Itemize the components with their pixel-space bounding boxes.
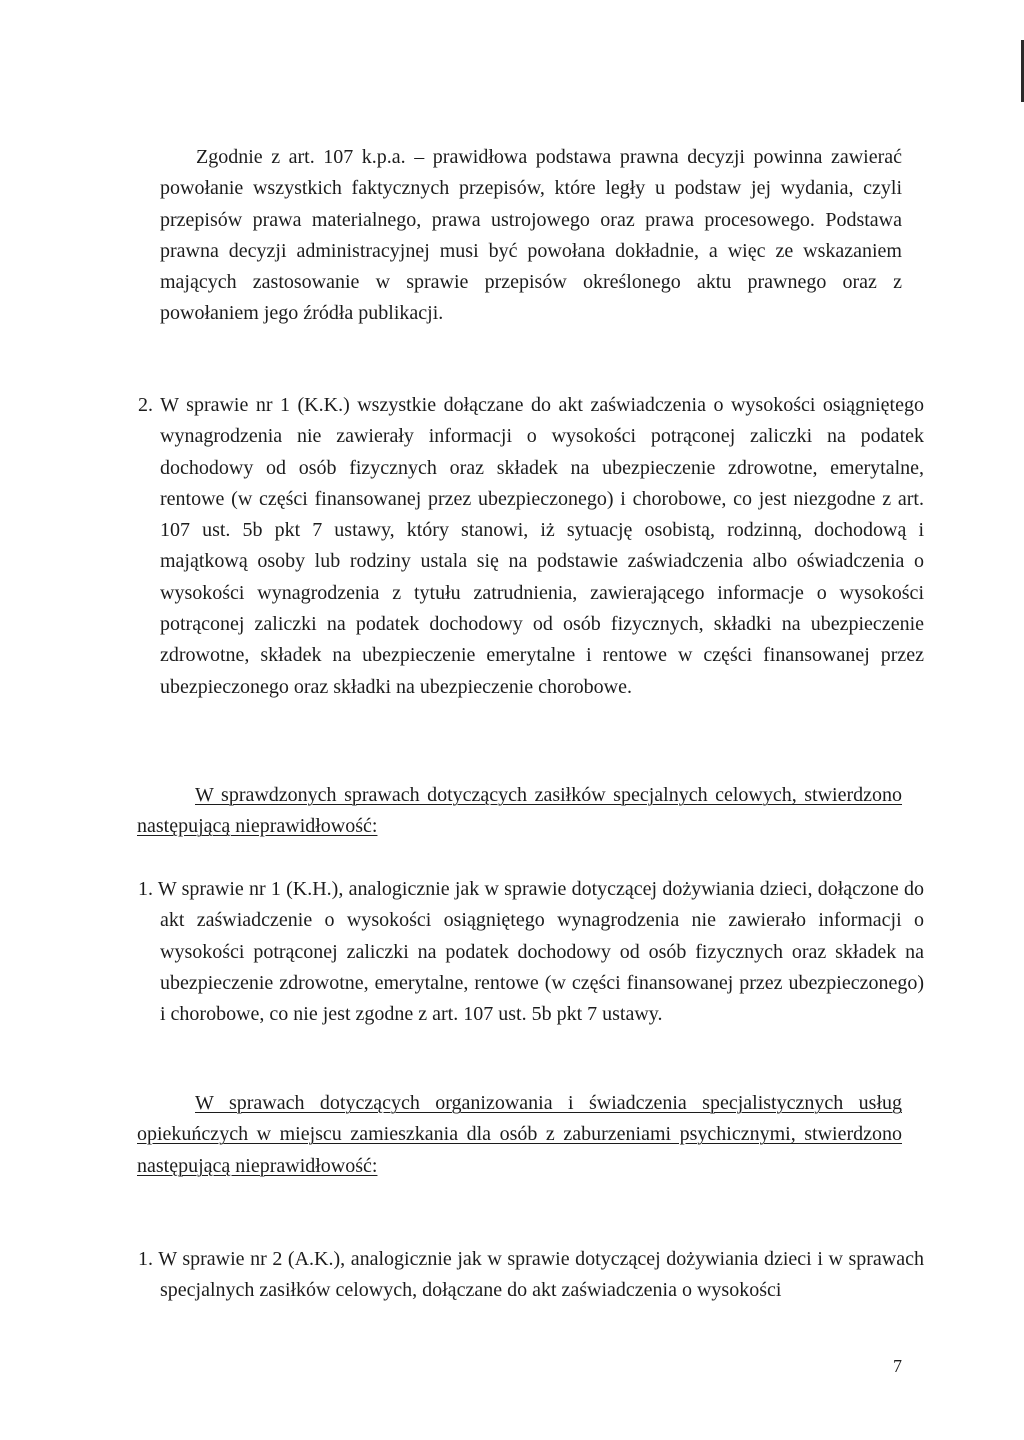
section-heading-care-services: W sprawach dotyczących organizowania i świadczenia specjalistycznych usług opiekuńczych w miejscu zamieszkania dla osób z zaburzeniami psychicznymi, stwierdzono następującą nieprawidłowość:: [137, 1092, 902, 1177]
paragraph-legal-basis: Zgodnie z art. 107 k.p.a. – prawidłowa podstawa prawna decyzji powinna zawierać powołanie wszystkich faktycznych przepisów, które legły u podstaw jej wydania, czyli przepisów prawa materialnego, prawa ustrojowego oraz prawa procesowego. Podstawa prawna decyzji administracyjnej musi być powołana dokładnie, a więc ze wskazaniem mających zastosowanie w sprawie przepisów określonego aktu prawnego oraz z powołaniem jego źródła publikacji.: [160, 146, 902, 325]
paragraph-case-1-kh: 1. W sprawie nr 1 (K.H.), analogicznie jak w sprawie dotyczącej dożywiania dzieci, dołączone do akt zaświadczenie o wysokości osiągniętego wynagrodzenia nie zawierało informacji o wysokości potrąconej zaliczki na podatek dochodowy od osób fizycznych oraz składek na ubezpieczenie zdrowotne, emerytalne, rentowe (w części finansowanej przez ubezpieczonego) i chorobowe, co nie jest zgodne z art. 107 ust. 5b pkt 7 ustawy.: [138, 878, 924, 1026]
page-number: 7: [893, 1356, 902, 1376]
paragraph-case-2: 2. W sprawie nr 1 (K.K.) wszystkie dołączane do akt zaświadczenia o wysokości osiągniętego wynagrodzenia nie zawierały informacji o wysokości potrąconej zaliczki na podatek dochodowy od osób fizycznych oraz składek na ubezpieczenie zdrowotne, emerytalne, rentowe (w części finansowanej przez ubezpieczonego) i chorobowe, co jest niezgodne z art. 107 ust. 5b pkt 7 ustawy, który stanowi, iż sytuację osobistą, rodzinną, dochodową i majątkową osoby lub rodziny ustala się na podstawie zaświadczenia albo oświadczenia o wysokości wynagrodzenia z tytułu zatrudnienia, zawierającego informacje o wysokości potrąconej zaliczki na podatek dochodowy od osób fizycznych, składki na ubezpieczenie zdrowotne, składek na ubezpieczenie emerytalne i rentowe w części finansowanej przez ubezpieczonego oraz składki na ubezpieczenie chorobowe.: [138, 394, 924, 698]
section-heading-special-allowances: W sprawdzonych sprawach dotyczących zasiłków specjalnych celowych, stwierdzono następującą nieprawidłowość:: [137, 784, 902, 838]
paragraph-case-1-ak: 1. W sprawie nr 2 (A.K.), analogicznie jak w sprawie dotyczącej dożywiania dzieci i w sprawach specjalnych zasiłków celowych, dołączane do akt zaświadczenia o wysokości: [138, 1248, 924, 1302]
